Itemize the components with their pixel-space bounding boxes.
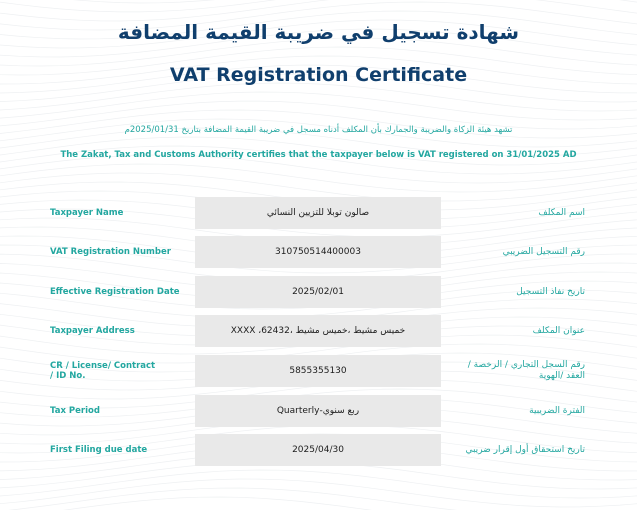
field-label-arabic: رقم التسجيل الضريبي [502, 246, 585, 257]
field-value: 2025/02/01 [195, 276, 441, 308]
field-label-arabic: تاريخ نفاذ التسجيل [516, 286, 585, 297]
field-label-english: Taxpayer Name [50, 208, 124, 218]
field-row-tax-period [0, 395, 637, 427]
field-label-english: First Filing due date [50, 445, 148, 455]
certification-text-arabic: تشهد هيئة الزكاة والضريبة والجمارك بأن المكلف أدناه مسجل في ضريبة القيمة المضافة بتاريخ 2025/01/31م [124, 125, 513, 135]
field-label-english: Effective Registration Date [50, 287, 180, 297]
field-row-vat-number [0, 236, 637, 268]
field-value: صالون توبلا للتزيين النسائي [195, 197, 441, 229]
field-label-arabic: اسم المكلف [538, 207, 585, 218]
certification-text-english: The Zakat, Tax and Customs Authority certifies that the taxpayer below is VAT registered on 31/01/2025 AD [60, 150, 577, 160]
title-arabic: شهادة تسجيل في ضريبة القيمة المضافة [117, 20, 520, 44]
field-label-english: Tax Period [50, 406, 100, 416]
field-row-first-filing [0, 434, 637, 466]
title-english: VAT Registration Certificate [169, 64, 468, 86]
field-label-arabic: تاريخ استحقاق أول إقرار ضريبي [465, 444, 585, 455]
field-row-effective-date [0, 276, 637, 308]
field-value: ربع سنوي-Quarterly [195, 395, 441, 427]
field-label-english: Taxpayer Address [50, 326, 135, 336]
field-value: خميس مشيط ،خميس مشيط ،62432، XXXX [195, 315, 441, 347]
field-value: 5855355130 [195, 355, 441, 387]
field-value: 310750514400003 [195, 236, 441, 268]
field-label-english: CR / License/ Contract / ID No. [50, 361, 156, 381]
field-row-taxpayer-address [0, 315, 637, 347]
field-label-arabic: رقم السجل التجاري / الرخصة / العقد /الهوية [467, 360, 585, 381]
field-row-cr-license [0, 355, 637, 387]
field-value: 2025/04/30 [195, 434, 441, 466]
field-label-english: VAT Registration Number [50, 247, 171, 257]
field-label-arabic: عنوان المكلف [532, 325, 585, 336]
field-row-taxpayer-name [0, 197, 637, 229]
field-label-arabic: الفترة الضريبية [529, 405, 585, 416]
